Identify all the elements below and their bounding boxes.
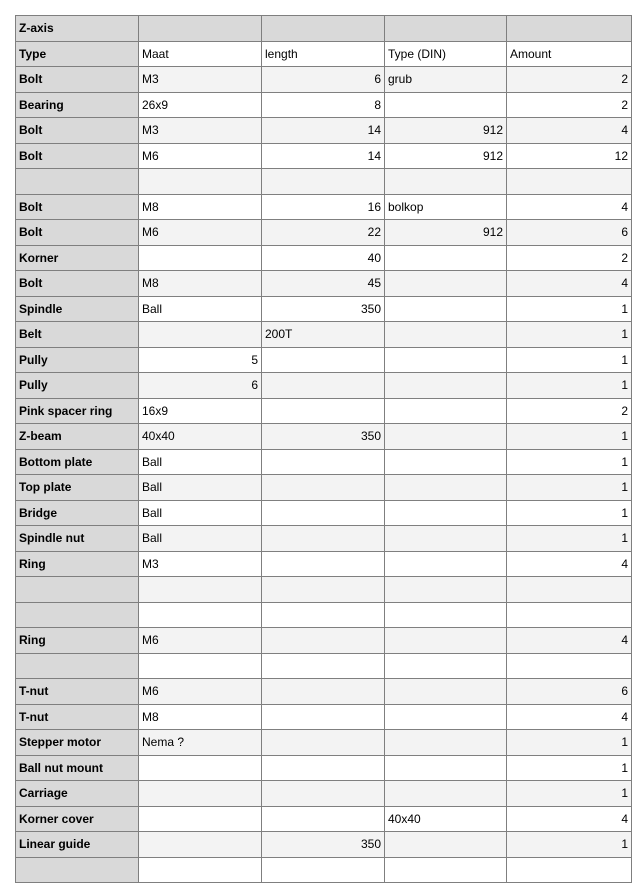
cell-type-din[interactable]: bolkop <box>385 194 507 220</box>
cell-maat[interactable]: 16x9 <box>139 398 262 424</box>
parts-list-sheet <box>15 15 631 883</box>
cell-amount[interactable]: 1 <box>507 730 632 756</box>
table-row <box>16 704 632 730</box>
cell-amount[interactable]: 4 <box>507 806 632 832</box>
table-row <box>16 194 632 220</box>
cell-type-din[interactable] <box>385 526 507 552</box>
cell-amount[interactable]: 2 <box>507 67 632 93</box>
cell-length[interactable]: 350 <box>262 296 385 322</box>
cell-amount[interactable]: 1 <box>507 832 632 858</box>
table-row <box>16 857 632 883</box>
cell-type[interactable]: Carriage <box>16 781 139 807</box>
cell-maat[interactable]: Nema ? <box>139 730 262 756</box>
cell-maat[interactable] <box>139 322 262 348</box>
cell-type[interactable]: Pink spacer ring <box>16 398 139 424</box>
cell-type[interactable]: Korner cover <box>16 806 139 832</box>
cell-type-din[interactable] <box>385 373 507 399</box>
cell-length[interactable] <box>262 449 385 475</box>
cell-type-din[interactable]: grub <box>385 67 507 93</box>
cell-length[interactable]: 14 <box>262 143 385 169</box>
cell-amount[interactable] <box>507 577 632 603</box>
cell-maat[interactable] <box>139 857 262 883</box>
title-row <box>16 16 632 42</box>
cell-length[interactable] <box>262 169 385 195</box>
cell-length[interactable] <box>262 602 385 628</box>
cell-amount[interactable]: 6 <box>507 679 632 705</box>
cell-type-din[interactable] <box>385 679 507 705</box>
cell-amount[interactable]: 1 <box>507 373 632 399</box>
cell-length[interactable] <box>262 857 385 883</box>
cell-maat[interactable]: Ball <box>139 526 262 552</box>
cell-amount[interactable]: 2 <box>507 92 632 118</box>
table-row <box>16 92 632 118</box>
cell-type[interactable]: Stepper motor <box>16 730 139 756</box>
cell-maat[interactable] <box>139 169 262 195</box>
cell-maat[interactable]: Ball <box>139 296 262 322</box>
cell-type[interactable]: Linear guide <box>16 832 139 858</box>
parts-table-body <box>16 16 632 883</box>
cell-amount[interactable]: 1 <box>507 296 632 322</box>
cell-amount[interactable]: 4 <box>507 551 632 577</box>
table-row <box>16 577 632 603</box>
cell-type[interactable]: Pully <box>16 347 139 373</box>
cell-type-din[interactable] <box>385 296 507 322</box>
cell-amount[interactable]: 1 <box>507 526 632 552</box>
cell-length[interactable] <box>262 475 385 501</box>
table-row <box>16 271 632 297</box>
header-length[interactable]: length <box>262 41 385 67</box>
cell-maat[interactable]: 40x40 <box>139 424 262 450</box>
cell-amount[interactable]: 4 <box>507 194 632 220</box>
table-row <box>16 296 632 322</box>
cell-type[interactable] <box>16 602 139 628</box>
cell-type[interactable] <box>16 169 139 195</box>
cell-length[interactable] <box>262 398 385 424</box>
cell-type-din[interactable]: 912 <box>385 143 507 169</box>
cell-type[interactable]: T-nut <box>16 704 139 730</box>
cell-maat[interactable]: M6 <box>139 679 262 705</box>
cell-amount[interactable]: 2 <box>507 245 632 271</box>
header-maat[interactable]: Maat <box>139 41 262 67</box>
cell-type-din[interactable] <box>385 398 507 424</box>
table-row <box>16 220 632 246</box>
cell-maat[interactable]: 5 <box>139 347 262 373</box>
cell-length[interactable] <box>262 526 385 552</box>
cell-type-din[interactable] <box>385 577 507 603</box>
cell-amount[interactable]: 4 <box>507 704 632 730</box>
cell-amount[interactable]: 1 <box>507 347 632 373</box>
cell-length[interactable]: 350 <box>262 424 385 450</box>
cell-length[interactable] <box>262 781 385 807</box>
cell-type[interactable]: Bolt <box>16 220 139 246</box>
cell-maat[interactable]: M8 <box>139 271 262 297</box>
cell-maat[interactable]: 26x9 <box>139 92 262 118</box>
cell-type[interactable]: Bolt <box>16 271 139 297</box>
cell-amount[interactable]: 1 <box>507 322 632 348</box>
table-row <box>16 424 632 450</box>
cell-length[interactable]: 40 <box>262 245 385 271</box>
cell-type[interactable] <box>16 857 139 883</box>
cell-amount[interactable] <box>507 857 632 883</box>
cell-maat[interactable] <box>139 832 262 858</box>
cell-type[interactable]: Z-beam <box>16 424 139 450</box>
cell-type-din[interactable] <box>385 551 507 577</box>
table-row <box>16 602 632 628</box>
cell-maat[interactable]: M8 <box>139 704 262 730</box>
cell-type-din[interactable]: 40x40 <box>385 806 507 832</box>
cell-maat[interactable]: M6 <box>139 143 262 169</box>
cell-type[interactable]: Top plate <box>16 475 139 501</box>
cell-length[interactable]: 8 <box>262 92 385 118</box>
cell-length[interactable]: 16 <box>262 194 385 220</box>
table-row <box>16 475 632 501</box>
table-row <box>16 322 632 348</box>
section-title-cell[interactable]: Z-axis <box>16 16 139 42</box>
cell-type[interactable]: Korner <box>16 245 139 271</box>
cell-amount[interactable]: 1 <box>507 500 632 526</box>
cell-amount[interactable] <box>507 602 632 628</box>
table-row <box>16 832 632 858</box>
cell-type-din[interactable] <box>385 500 507 526</box>
cell-type[interactable]: Ball nut mount <box>16 755 139 781</box>
cell-type-din[interactable] <box>385 832 507 858</box>
cell-length[interactable]: 14 <box>262 118 385 144</box>
cell-type-din[interactable] <box>385 602 507 628</box>
cell-type[interactable]: Bolt <box>16 118 139 144</box>
cell-maat[interactable]: 6 <box>139 373 262 399</box>
cell-type-din[interactable] <box>385 347 507 373</box>
cell-length[interactable]: 200T <box>262 322 385 348</box>
table-row <box>16 755 632 781</box>
cell-amount[interactable] <box>507 653 632 679</box>
cell-length[interactable]: 350 <box>262 832 385 858</box>
cell-type[interactable]: Pully <box>16 373 139 399</box>
cell-length[interactable] <box>262 373 385 399</box>
cell-type[interactable]: Bottom plate <box>16 449 139 475</box>
cell-maat[interactable]: Ball <box>139 500 262 526</box>
cell-type-din[interactable] <box>385 857 507 883</box>
cell-maat[interactable] <box>139 755 262 781</box>
cell-amount[interactable] <box>507 169 632 195</box>
cell-length[interactable] <box>262 577 385 603</box>
cell-length[interactable] <box>262 653 385 679</box>
cell-amount[interactable]: 1 <box>507 475 632 501</box>
cell-maat[interactable]: M3 <box>139 67 262 93</box>
cell-amount[interactable]: 1 <box>507 449 632 475</box>
cell-type[interactable]: Belt <box>16 322 139 348</box>
cell-maat[interactable]: M6 <box>139 220 262 246</box>
table-row <box>16 245 632 271</box>
cell-length[interactable] <box>262 628 385 654</box>
cell-length[interactable] <box>262 500 385 526</box>
cell-length[interactable] <box>262 551 385 577</box>
cell-maat[interactable] <box>139 781 262 807</box>
cell-type[interactable]: Bolt <box>16 143 139 169</box>
cell-length[interactable] <box>262 679 385 705</box>
cell-length[interactable] <box>262 806 385 832</box>
header-type-din[interactable]: Type (DIN) <box>385 41 507 67</box>
table-row <box>16 118 632 144</box>
cell-type[interactable]: Bolt <box>16 67 139 93</box>
cell-amount[interactable]: 1 <box>507 781 632 807</box>
cell-type-din[interactable] <box>385 704 507 730</box>
cell-length[interactable] <box>262 704 385 730</box>
cell-type-din[interactable] <box>385 781 507 807</box>
table-row <box>16 653 632 679</box>
cell-type-din[interactable] <box>385 424 507 450</box>
cell-type[interactable]: Bearing <box>16 92 139 118</box>
cell-type[interactable]: Ring <box>16 551 139 577</box>
cell-type-din[interactable] <box>385 475 507 501</box>
header-row <box>16 41 632 67</box>
cell-type-din[interactable] <box>385 653 507 679</box>
cell-length[interactable] <box>262 347 385 373</box>
cell-amount[interactable]: 1 <box>507 424 632 450</box>
cell-type[interactable]: Ring <box>16 628 139 654</box>
cell-maat[interactable]: M6 <box>139 628 262 654</box>
cell-length[interactable]: 6 <box>262 67 385 93</box>
table-row <box>16 500 632 526</box>
cell-type-din[interactable] <box>385 271 507 297</box>
cell-maat[interactable] <box>139 653 262 679</box>
cell-type-din[interactable] <box>385 169 507 195</box>
cell-type[interactable]: Bolt <box>16 194 139 220</box>
cell-maat[interactable]: M3 <box>139 551 262 577</box>
cell-maat[interactable]: M3 <box>139 118 262 144</box>
cell-type-din[interactable]: 912 <box>385 118 507 144</box>
cell-maat[interactable]: M8 <box>139 194 262 220</box>
cell-length[interactable]: 45 <box>262 271 385 297</box>
cell-maat[interactable] <box>139 577 262 603</box>
table-row <box>16 679 632 705</box>
table-row <box>16 398 632 424</box>
title-cell-4[interactable] <box>385 16 507 42</box>
cell-type-din[interactable] <box>385 755 507 781</box>
cell-type-din[interactable] <box>385 449 507 475</box>
cell-type-din[interactable] <box>385 730 507 756</box>
parts-table <box>15 15 632 883</box>
cell-type[interactable]: Bridge <box>16 500 139 526</box>
cell-amount[interactable]: 4 <box>507 628 632 654</box>
cell-amount[interactable]: 4 <box>507 118 632 144</box>
header-type[interactable]: Type <box>16 41 139 67</box>
cell-amount[interactable]: 12 <box>507 143 632 169</box>
cell-maat[interactable] <box>139 806 262 832</box>
table-row <box>16 526 632 552</box>
cell-type[interactable]: T-nut <box>16 679 139 705</box>
cell-type-din[interactable] <box>385 245 507 271</box>
table-row <box>16 551 632 577</box>
title-cell-2[interactable] <box>139 16 262 42</box>
cell-maat[interactable]: Ball <box>139 475 262 501</box>
cell-type-din[interactable] <box>385 92 507 118</box>
cell-type-din[interactable]: 912 <box>385 220 507 246</box>
table-row <box>16 806 632 832</box>
cell-type[interactable]: Spindle <box>16 296 139 322</box>
table-row <box>16 347 632 373</box>
table-row <box>16 730 632 756</box>
table-row <box>16 67 632 93</box>
title-cell-3[interactable] <box>262 16 385 42</box>
cell-amount[interactable]: 4 <box>507 271 632 297</box>
cell-maat[interactable] <box>139 602 262 628</box>
cell-amount[interactable]: 2 <box>507 398 632 424</box>
cell-type[interactable]: Spindle nut <box>16 526 139 552</box>
cell-type[interactable] <box>16 653 139 679</box>
cell-amount[interactable]: 1 <box>507 755 632 781</box>
cell-length[interactable]: 22 <box>262 220 385 246</box>
table-row <box>16 628 632 654</box>
table-row <box>16 373 632 399</box>
cell-length[interactable] <box>262 755 385 781</box>
table-row <box>16 169 632 195</box>
cell-maat[interactable]: Ball <box>139 449 262 475</box>
cell-amount[interactable]: 6 <box>507 220 632 246</box>
table-row <box>16 449 632 475</box>
header-amount[interactable]: Amount <box>507 41 632 67</box>
cell-maat[interactable] <box>139 245 262 271</box>
title-cell-5[interactable] <box>507 16 632 42</box>
cell-type-din[interactable] <box>385 322 507 348</box>
table-row <box>16 143 632 169</box>
table-row <box>16 781 632 807</box>
cell-type-din[interactable] <box>385 628 507 654</box>
cell-length[interactable] <box>262 730 385 756</box>
cell-type[interactable] <box>16 577 139 603</box>
